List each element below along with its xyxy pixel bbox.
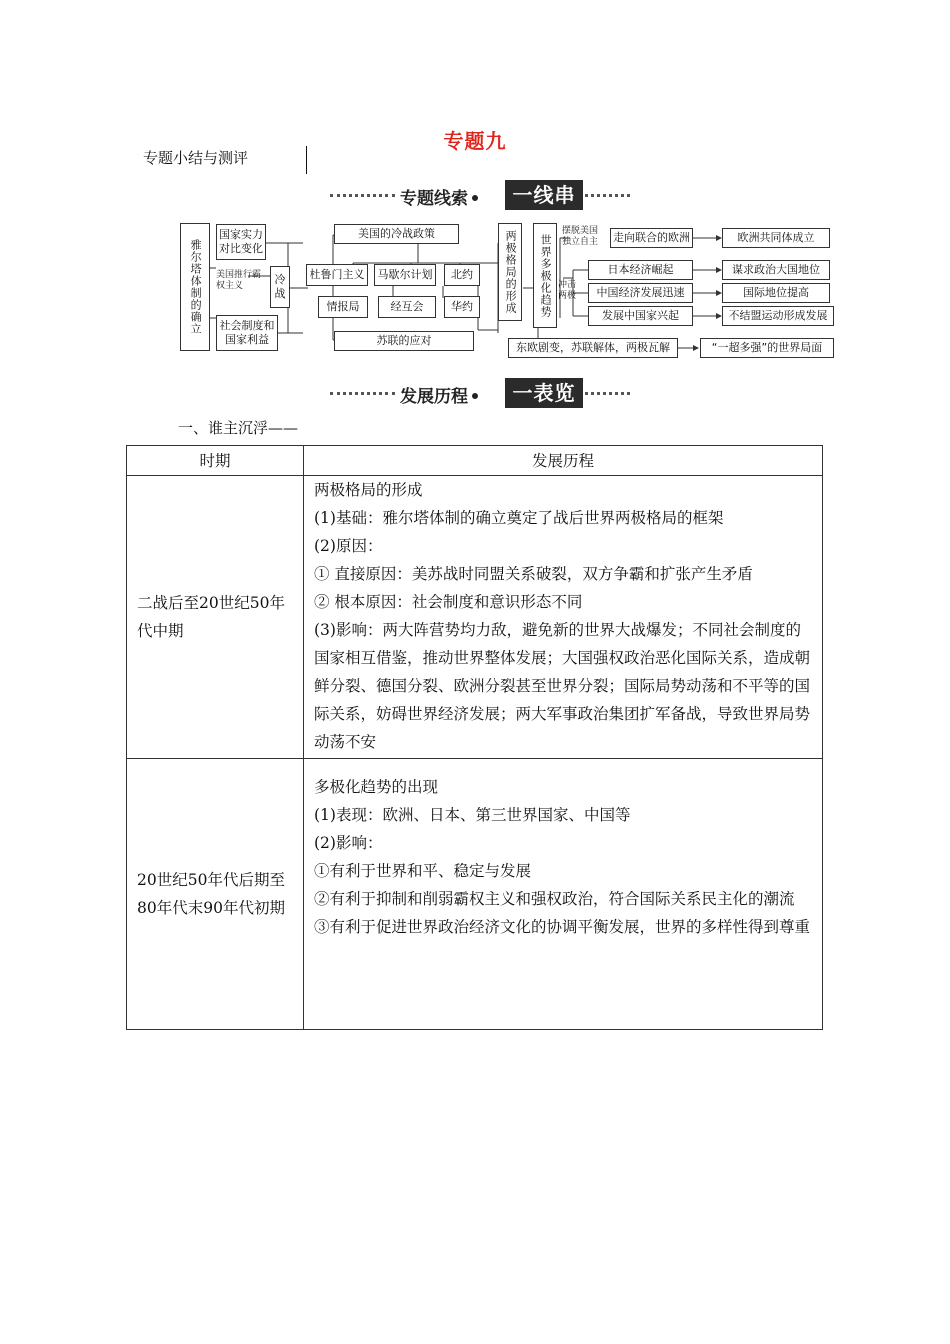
history-line: ② 根本原因：社会制度和意识形态不同 [314,593,583,611]
header-history: 发展历程 [304,446,823,476]
history-line: (3)影响：两大阵营势均力敌，避免新的世界大战爆发；不同社会制度的国家相互借鉴，推动世界整体发展；大国强权政治恶化国际关系，造成朝鲜分裂、德国分裂、欧洲分裂甚至世界分裂；国际局势动荡和不平等的国际关系，妨碍世界经济发展；两大军事政治集团扩军备战，导致世界局势动荡不安 [314,621,811,751]
hegemony-label: 美国推行霸权主义 [216,270,262,291]
yalta-box: 雅尔塔体制的确立 [180,223,210,351]
history-line: ①有利于世界和平、稳定与发展 [314,862,532,880]
table-header-row [127,446,823,476]
history-cell [304,759,823,1030]
bipolar-box: 两极格局的形成 [498,223,522,321]
section-heading: 一、谁主沉浮—— [178,419,299,437]
banner-history-tag: 一表览 [505,378,583,408]
history-line: (2)影响： [314,834,383,852]
banner-dots-left [330,392,395,395]
history-line: (2)原因： [314,537,383,555]
social-system-box: 社会制度和国家利益 [216,315,278,351]
banner-history [330,380,630,406]
nam-box: 不结盟运动形成发展 [722,306,834,326]
history-line: (1)基础：雅尔塔体制的确立奠定了战后世界两极格局的框架 [314,509,724,527]
period-cell: 20世纪50年代后期至80年代末90年代初期 [127,759,304,1030]
collapse-box: 东欧剧变，苏联解体，两极瓦解 [508,338,678,358]
banner-history-text: 发展历程 [400,382,482,407]
developing-box: 发展中国家兴起 [588,306,693,326]
history-line: 两极格局的形成 [314,481,423,499]
comecon-box: 经互会 [378,296,436,318]
multipolar-box: 世界多极化趋势 [533,223,557,328]
page-title: 专题九 [443,129,507,153]
table-row [127,476,823,759]
banner-clue-tag: 一线串 [505,180,583,210]
banner-dots-left [330,194,395,197]
cominform-box: 情报局 [318,296,368,318]
nato-box: 北约 [444,264,480,286]
history-line: 多极化趋势的出现 [314,778,439,796]
history-line: ① 直接原因：美苏战时同盟关系破裂，双方争霸和扩张产生矛盾 [314,565,753,583]
truman-box: 杜鲁门主义 [306,264,368,286]
japan-result-box: 谋求政治大国地位 [722,260,830,280]
china-result-box: 国际地位提高 [722,283,830,303]
header-period: 时期 [127,446,304,476]
us-policy-box: 美国的冷战政策 [334,224,459,244]
history-line: ②有利于抑制和削弱霸权主义和强权政治，符合国际关系民主化的潮流 [314,890,795,908]
page-subtitle: 专题小结与测评 [143,149,249,167]
subtitle-divider [306,146,307,174]
history-line: ③有利于促进世界政治经济文化的协调平衡发展，世界的多样性得到尊重 [314,918,811,936]
history-table [126,445,823,1030]
history-line: (1)表现：欧洲、日本、第三世界国家、中国等 [314,806,631,824]
banner-dots-right [585,392,630,395]
national-power-box: 国家实力对比变化 [216,224,266,260]
impact-label: 冲击两极 [558,280,577,301]
table-row [127,759,823,1030]
banner-dots-right [585,194,630,197]
warsaw-box: 华约 [444,296,480,318]
soviet-response-box: 苏联的应对 [334,331,474,351]
period-cell: 二战后至20世纪50年代中期 [127,476,304,759]
independent-label: 摆脱美国独立自主 [562,226,599,247]
marshall-box: 马歇尔计划 [374,264,436,286]
banner-clue-text: 专题线索 [400,184,482,209]
china-box: 中国经济发展迅速 [588,283,693,303]
cold-war-box: 冷战 [270,266,290,308]
japan-box: 日本经济崛起 [588,260,693,280]
eu-box: 欧洲共同体成立 [722,228,830,248]
history-cell [304,476,823,759]
one-superpower-box: “一超多强”的世界局面 [700,338,834,358]
banner-clue [330,182,630,208]
europe-box: 走向联合的欧洲 [610,228,693,248]
clue-diagram [178,218,838,363]
